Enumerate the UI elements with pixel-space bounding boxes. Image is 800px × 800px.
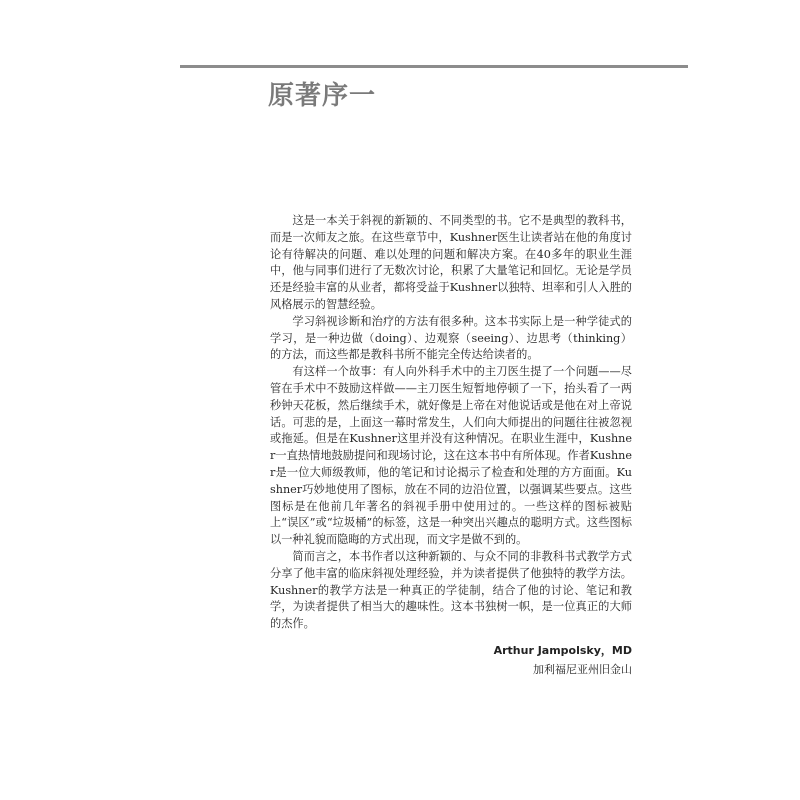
paragraph-1: 这是一本关于斜视的新颖的、不同类型的书。它不是典型的教科书，而是一次师友之旅。在这些章节中，Kushner医生让读者站在他的角度讨论有待解决的问题、难以处理的问题和解决方案。在40多年的职业生涯中，他与同事们进行了无数次讨论，积累了大量笔记和回忆。无论是学员还是经验丰富的从业者，都将受益于Kushner以独特、坦率和引人入胜的风格展示的智慧经验。 <box>270 214 632 311</box>
preface-body <box>270 213 632 633</box>
page-title: 原著序一 <box>268 81 377 111</box>
paragraph-2: 学习斜视诊断和治疗的方法有很多种。这本书实际上是一种学徒式的学习，是一种边做（doing）、边观察（seeing）、边思考（thinking）的方法，而这些都是教科书所不能完全传达给读者的。 <box>270 314 632 362</box>
paragraph-3: 有这样一个故事：有人向外科手术中的主刀医生提了一个问题——尽管在手术中不鼓励这样做——主刀医生短暂地停顿了一下，抬头看了一两秒钟天花板，然后继续手术，就好像是上帝在对他说话或是他在对上帝说话。可悲的是，上面这一幕时常发生，人们向大师提出的问题往往被忽视或拖延。但是在Kushner这里并没有这种情况。在职业生涯中，Kushner一直热情地鼓励提问和现场讨论，这在这本书中有所体现。作者Kushner是一位大师级教师，他的笔记和讨论揭示了检查和处理的方方面面。Kushner巧妙地使用了图标，放在不同的边沿位置，以强调某些要点。这些图标是在他前几年著名的斜视手册中使用过的。一些这样的图标被贴上“误区”或“垃圾桶”的标签，这是一种突出兴趣点的聪明方式。这些图标以一种礼貌而隐晦的方式出现，而文字是做不到的。 <box>270 365 632 547</box>
top-rule <box>180 65 688 68</box>
paragraph-4: 简而言之，本书作者以这种新颖的、与众不同的非教科书式教学方式分享了他丰富的临床斜视处理经验，并为读者提供了他独特的教学方法。Kushner的教学方法是一种真正的学徒制，结合了他的讨论、笔记和教学，为读者提供了相当大的趣味性。这本书独树一帜，是一位真正的大师的杰作。 <box>270 549 632 631</box>
author-location: 加利福尼亚州旧金山 <box>533 663 632 676</box>
signature-block <box>494 642 632 680</box>
author-name: Arthur Jampolsky，MD <box>493 644 632 657</box>
